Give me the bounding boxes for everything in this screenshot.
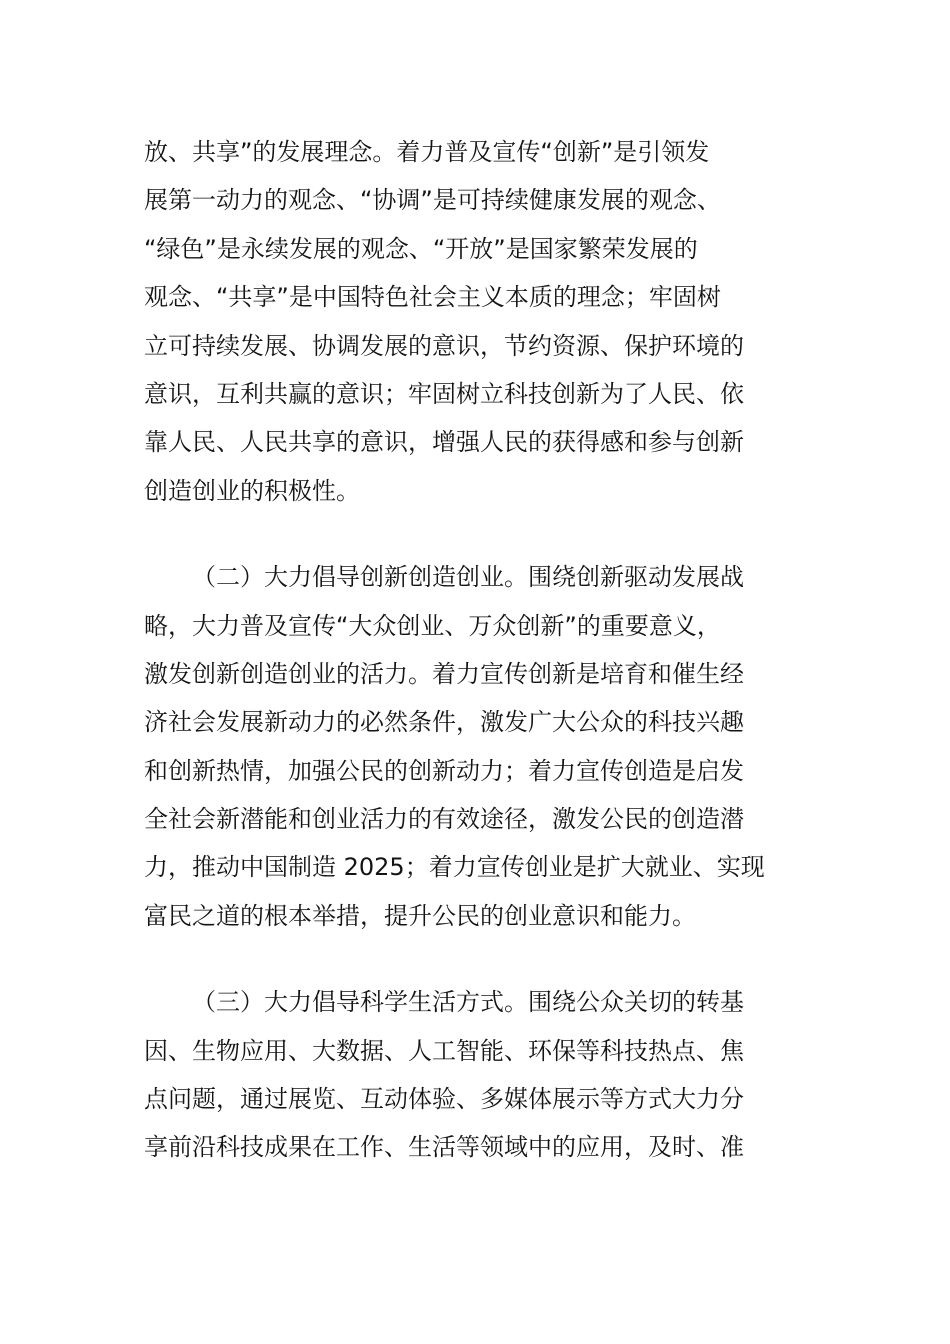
paragraph-3 — [144, 978, 824, 1172]
text-line: 力，推动中国制造 2025；着力宣传创业是扩大就业、实现 — [144, 853, 765, 882]
text-line: 和创新热情，加强公民的创新动力；着力宣传创造是启发 — [144, 756, 744, 785]
text-line: 济社会发展新动力的必然条件，激发广大公众的科技兴趣 — [144, 708, 744, 737]
text-line: 略，大力普及宣传“大众创业、万众创新”的重要意义， — [144, 611, 721, 640]
text-line: 富民之道的根本举措，提升公民的创业意识和能力。 — [144, 901, 696, 930]
text-line: 靠人民、人民共享的意识，增强人民的获得感和参与创新 — [144, 428, 744, 457]
text-line: 创造创业的积极性。 — [144, 476, 360, 505]
paragraph-1 — [144, 128, 824, 515]
text-line: 激发创新创造创业的活力。着力宣传创新是培育和催生经 — [144, 659, 744, 688]
paragraph-gap — [144, 940, 824, 978]
text-line: 因、生物应用、大数据、人工智能、环保等科技热点、焦 — [144, 1036, 744, 1065]
text-line: 展第一动力的观念、“协调”是可持续健康发展的观念、 — [144, 186, 721, 215]
text-line: 立可持续发展、协调发展的意识，节约资源、保护环境的 — [144, 331, 744, 360]
document-body — [144, 128, 824, 1172]
paragraph-2 — [144, 553, 824, 940]
text-line: 享前沿科技成果在工作、生活等领域中的应用，及时、准 — [144, 1133, 744, 1162]
text-line: （三）大力倡导科学生活方式。围绕公众关切的转基 — [192, 988, 744, 1017]
text-line: 意识，互利共赢的意识；牢固树立科技创新为了人民、依 — [144, 379, 744, 408]
text-line: 放、共享”的发展理念。着力普及宣传“创新”是引领发 — [144, 138, 710, 166]
text-line: 点问题，通过展览、互动体验、多媒体展示等方式大力分 — [144, 1085, 744, 1114]
text-line: 全社会新潜能和创业活力的有效途径，激发公民的创造潜 — [144, 805, 744, 834]
text-line: （二）大力倡导创新创造创业。围绕创新驱动发展战 — [192, 563, 744, 592]
text-line: 观念、“共享”是中国特色社会主义本质的理念；牢固树 — [144, 283, 721, 312]
text-line: “绿色”是永续发展的观念、“开放”是国家繁荣发展的 — [144, 234, 698, 263]
paragraph-gap — [144, 515, 824, 553]
